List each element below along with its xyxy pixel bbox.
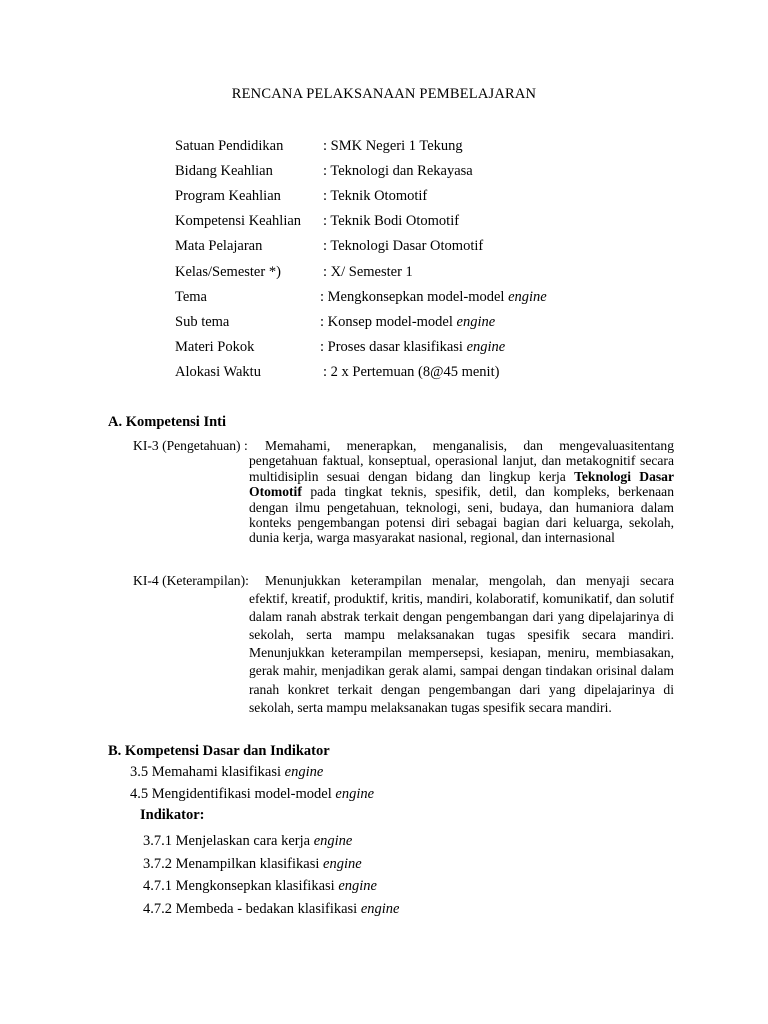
ki3-text: Memahami, menerapkan, menganalisis, dan mengevaluasitentang pengetahuan faktual, konseptual, operasional lanjut, dan metakognitif secara multidisiplin sesuai dengan bidang dan lingkup kerja Teknologi Dasar Otomotif pada tingkat teknis, spesifik, detil, dan kompleks, berkenaan dengan ilmu pengetahuan, teknologi, seni, budaya, dan humaniora dalam konteks pengembangan potensi diri sebagai bagian dari keluarga, sekolah, dunia kerja, warga masyarakat nasional, regional, dan internasional: [249, 438, 674, 546]
ki4-text: Menunjukkan keterampilan menalar, mengolah, dan menyaji secara efektif, kreatif, produktif, kritis, mandiri, kolaboratif, komunikatif, dan solutif dalam ranah abstrak terkait dengan pengembangan dari yang dipelajarinya di sekolah, serta mampu melaksanakan tugas spesifik secara mandiri. Menunjukkan keterampilan mempersepsi, kesiapan, meniru, membiasakan, gerak mahir, menjadikan gerak alami, sampai dengan tindakan orisinal dalam ranah konkret terkait dengan pengembangan dari yang dipelajarinya di sekolah, serta mampu melaksanakan tugas spesifik secara mandiri.: [249, 573, 674, 715]
identity-value: : 2 x Pertemuan (8@45 menit): [323, 364, 500, 380]
document-title: RENCANA PELAKSANAAN PEMBELAJARAN: [231, 86, 537, 102]
kd-item: 3.5 Memahami klasifikasi engine: [130, 764, 324, 780]
identity-value: : Teknologi Dasar Otomotif: [323, 238, 484, 254]
identity-value: : X/ Semester 1: [323, 264, 413, 280]
identity-value: : Proses dasar klasifikasi engine: [320, 339, 506, 355]
identity-value: : Teknologi dan Rekayasa: [323, 163, 473, 179]
ki4-label: KI-4 (Keterampilan):: [133, 573, 249, 588]
identity-label: Kelas/Semester *): [175, 264, 281, 280]
section-a-heading: A. Kompetensi Inti: [108, 414, 227, 430]
identity-value: : Mengkonsepkan model-model engine: [320, 289, 547, 305]
identity-label: Program Keahlian: [175, 188, 281, 204]
indikator-item: 3.7.2 Menampilkan klasifikasi engine: [143, 856, 362, 872]
identity-label: Bidang Keahlian: [175, 163, 273, 179]
indikator-item: 4.7.1 Mengkonsepkan klasifikasi engine: [143, 878, 377, 894]
identity-label: Alokasi Waktu: [175, 364, 261, 380]
kd-item: 4.5 Mengidentifikasi model-model engine: [130, 786, 375, 802]
section-b-heading: B. Kompetensi Dasar dan Indikator: [108, 743, 330, 759]
indikator-item: 3.7.1 Menjelaskan cara kerja engine: [143, 833, 353, 849]
identity-value: : Teknik Bodi Otomotif: [323, 213, 460, 229]
indikator-heading: Indikator:: [140, 807, 205, 823]
identity-label: Mata Pelajaran: [175, 238, 263, 254]
identity-value: : SMK Negeri 1 Tekung: [323, 138, 463, 154]
identity-value: : Teknik Otomotif: [323, 188, 428, 204]
identity-label: Kompetensi Keahlian: [175, 213, 302, 229]
identity-label: Tema: [175, 289, 207, 305]
identity-value: : Konsep model-model engine: [320, 314, 496, 330]
identity-label: Materi Pokok: [175, 339, 255, 355]
identity-label: Satuan Pendidikan: [175, 138, 284, 154]
indikator-item: 4.7.2 Membeda - bedakan klasifikasi engine: [143, 901, 400, 917]
ki3-label: KI-3 (Pengetahuan) :: [133, 438, 248, 453]
identity-label: Sub tema: [175, 314, 230, 330]
